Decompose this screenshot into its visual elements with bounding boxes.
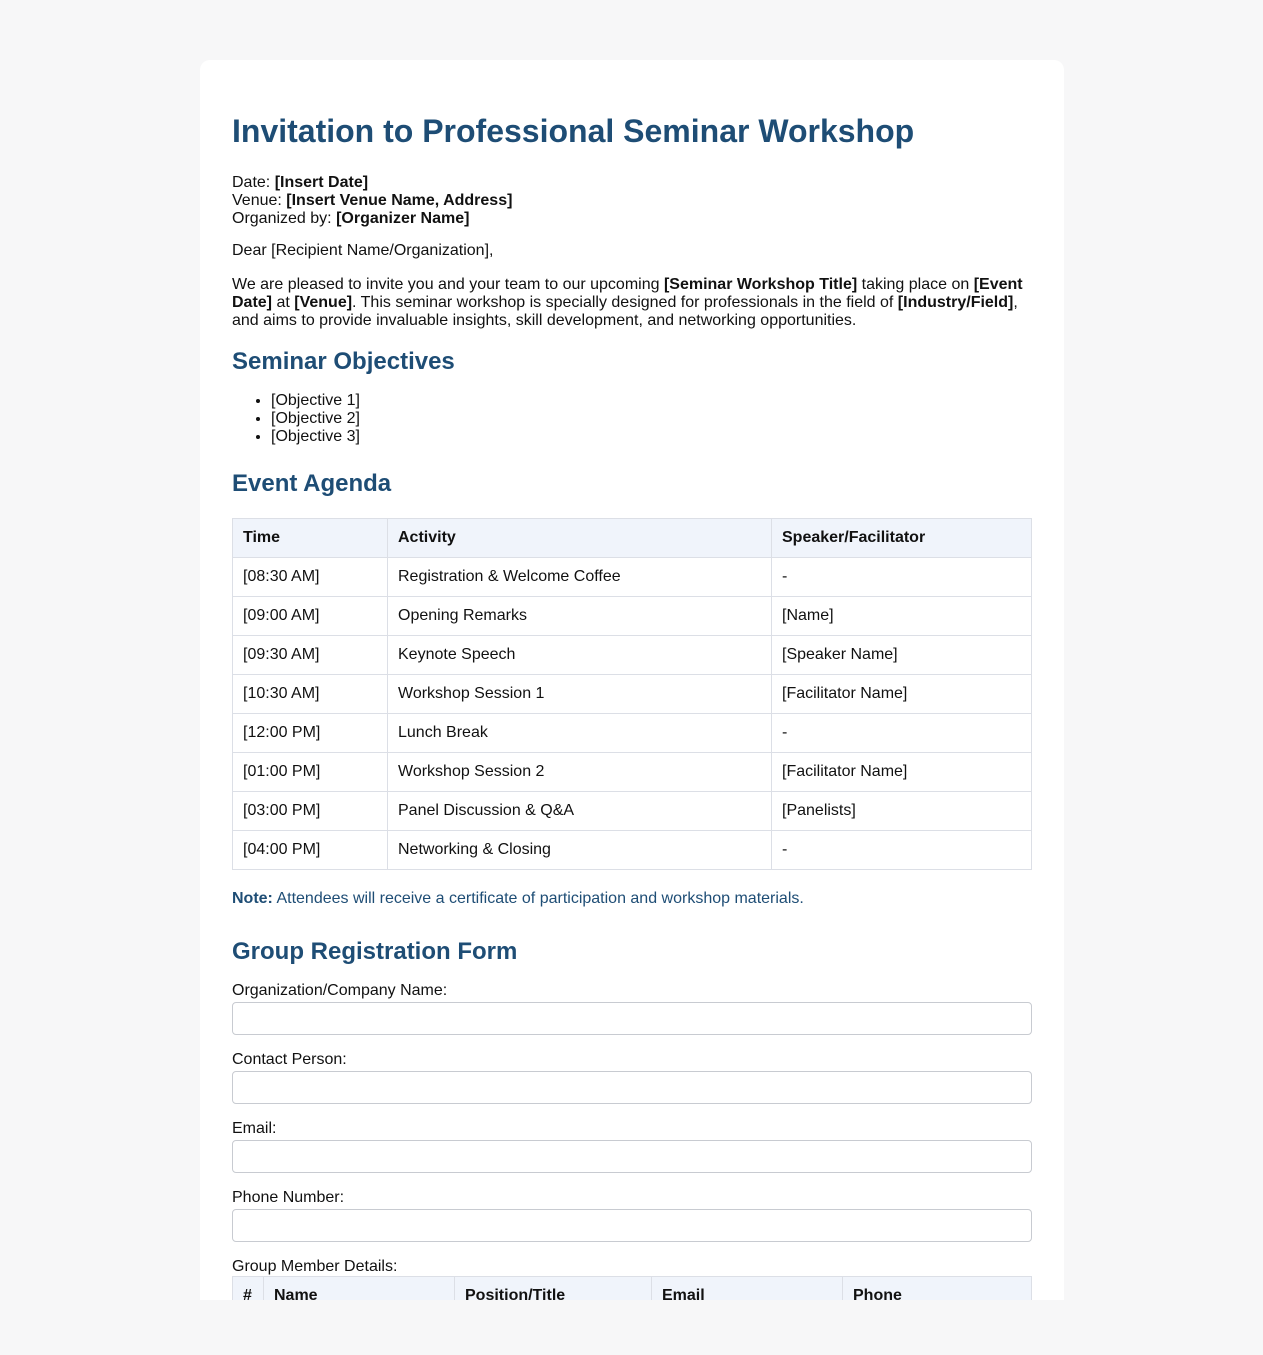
intro-date: [Event Date]	[232, 276, 1023, 311]
intro-paragraph	[232, 276, 1032, 330]
table-row	[233, 753, 1032, 792]
agenda-speaker: [Facilitator Name]	[772, 675, 1032, 714]
page-title: Invitation to Professional Seminar Workshop	[232, 113, 915, 149]
table-row	[233, 558, 1032, 597]
agenda-activity: Workshop Session 2	[388, 753, 772, 792]
intro-text-3: at	[272, 294, 295, 311]
agenda-speaker: -	[772, 831, 1032, 870]
objective-item: • [Objective 2]	[271, 410, 1032, 428]
agenda-activity: Panel Discussion & Q&A	[388, 792, 772, 831]
table-row	[233, 831, 1032, 870]
objective-item: • [Objective 1]	[271, 392, 1032, 410]
greeting: Dear [Recipient Name/Organization],	[232, 242, 494, 259]
header-speaker: Speaker/Facilitator	[772, 519, 1032, 558]
organizer-label: Organized by:	[232, 210, 332, 227]
agenda-speaker: -	[772, 714, 1032, 753]
intro-field: [Industry/Field]	[897, 294, 1014, 311]
contact-person-label: Contact Person:	[232, 1051, 347, 1068]
header-time: Time	[233, 519, 388, 558]
agenda-time: [09:00 AM]	[233, 597, 388, 636]
group-header-row	[233, 1277, 1032, 1301]
agenda-time: [03:00 PM]	[233, 792, 388, 831]
org-name-label: Organization/Company Name:	[232, 982, 448, 999]
email-label: Email:	[232, 1120, 277, 1137]
agenda-activity: Opening Remarks	[388, 597, 772, 636]
table-row	[233, 714, 1032, 753]
intro-text-2: taking place on	[857, 276, 974, 293]
venue-value: [Insert Venue Name, Address]	[286, 192, 513, 209]
org-name-input[interactable]	[232, 1002, 1032, 1035]
table-row	[233, 675, 1032, 714]
header-position: Position/Title	[455, 1277, 652, 1301]
agenda-time: [12:00 PM]	[233, 714, 388, 753]
group-member-table	[232, 1276, 1032, 1300]
invitation-card	[200, 60, 1064, 1300]
registration-heading: Group Registration Form	[232, 938, 518, 965]
agenda-time: [08:30 AM]	[233, 558, 388, 597]
agenda-activity: Registration & Welcome Coffee	[388, 558, 772, 597]
event-meta	[232, 174, 1032, 228]
intro-title: [Seminar Workshop Title]	[663, 276, 858, 293]
intro-text-5: , and aims to provide invaluable insights, skill development, and networking opportunities.	[232, 294, 1018, 329]
phone-field-group	[232, 1189, 1032, 1242]
date-label: Date:	[232, 174, 271, 191]
table-row	[233, 792, 1032, 831]
meta-organizer	[232, 210, 1032, 228]
contact-person-input[interactable]	[232, 1071, 1032, 1104]
org-field-group	[232, 982, 1032, 1035]
agenda-time: [09:30 AM]	[233, 636, 388, 675]
table-row	[233, 597, 1032, 636]
agenda-speaker: [Panelists]	[772, 792, 1032, 831]
phone-label: Phone Number:	[232, 1189, 345, 1206]
objectives-heading: Seminar Objectives	[232, 348, 455, 375]
meta-date	[232, 174, 1032, 192]
header-phone: Phone	[843, 1277, 1032, 1301]
note-label: Note:	[232, 890, 273, 907]
phone-input[interactable]	[232, 1209, 1032, 1242]
intro-venue: [Venue]	[294, 294, 353, 311]
header-name: Name	[264, 1277, 455, 1301]
header-email: Email	[652, 1277, 843, 1301]
agenda-speaker: -	[772, 558, 1032, 597]
note-text: Attendees will receive a certificate of participation and workshop materials.	[272, 890, 804, 907]
agenda-time: [10:30 AM]	[233, 675, 388, 714]
email-input[interactable]	[232, 1140, 1032, 1173]
agenda-heading: Event Agenda	[232, 470, 392, 497]
agenda-time: [04:00 PM]	[233, 831, 388, 870]
organizer-value: [Organizer Name]	[336, 210, 470, 227]
agenda-activity: Networking & Closing	[388, 831, 772, 870]
contact-field-group	[232, 1051, 1032, 1104]
date-value: [Insert Date]	[274, 174, 369, 191]
intro-text-1: We are pleased to invite you and your team to our upcoming	[232, 276, 664, 293]
agenda-activity: Lunch Break	[388, 714, 772, 753]
meta-venue	[232, 192, 1032, 210]
group-member-label: Group Member Details:	[232, 1258, 398, 1275]
agenda-time: [01:00 PM]	[233, 753, 388, 792]
certificate-note	[232, 890, 1032, 908]
agenda-activity: Keynote Speech	[388, 636, 772, 675]
agenda-speaker: [Facilitator Name]	[772, 753, 1032, 792]
agenda-speaker: [Name]	[772, 597, 1032, 636]
agenda-speaker: [Speaker Name]	[772, 636, 1032, 675]
email-field-group	[232, 1120, 1032, 1173]
agenda-table	[232, 518, 1032, 870]
agenda-header-row	[233, 519, 1032, 558]
table-row	[233, 636, 1032, 675]
header-activity: Activity	[388, 519, 772, 558]
agenda-activity: Workshop Session 1	[388, 675, 772, 714]
objectives-list	[232, 392, 1032, 446]
objective-item: • [Objective 3]	[271, 428, 1032, 446]
venue-label: Venue:	[232, 192, 282, 209]
intro-text-4: . This seminar workshop is specially designed for professionals in the field of	[352, 294, 898, 311]
header-number: #	[233, 1277, 264, 1301]
